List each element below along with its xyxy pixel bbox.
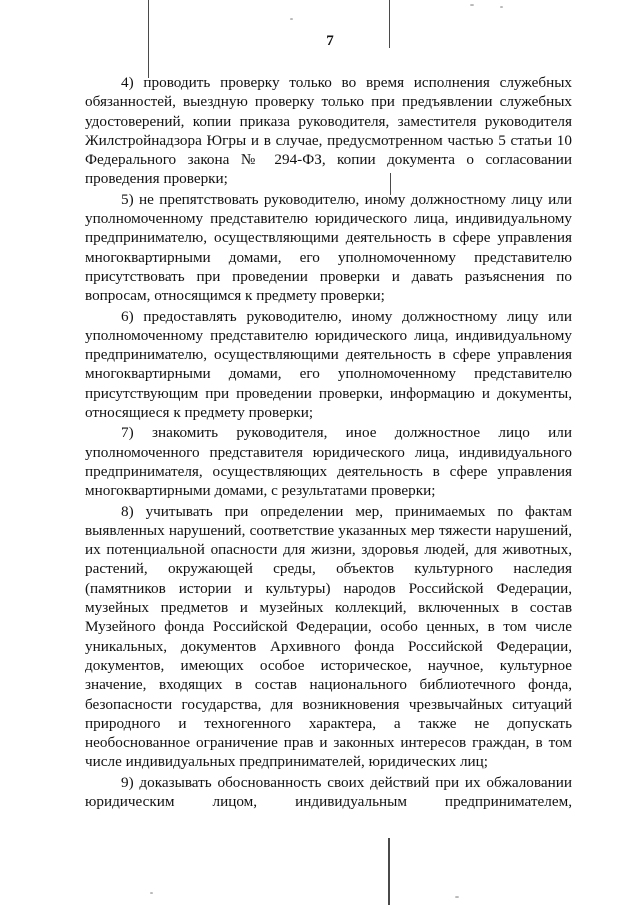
list-item: 9) доказывать обоснованность своих действий при их обжаловании юридическим лицом, индивидуальным предпринимателем, — [85, 773, 572, 810]
scan-speck — [150, 892, 153, 894]
list-item: 5) не препятствовать руководителю, иному должностному лицу или уполномоченному представителю юридического лица, индивидуальному предпринимателю, осуществляющими деятельность в сфере управления многоквартирными домами, его уполномоченному представителю присутствовать при проведении проверки и давать разъяснения по вопросам, относящимся к предмету проверки; — [85, 190, 572, 305]
list-item: 8) учитывать при определении мер, принимаемых по фактам выявленных нарушений, соответствие указанных мер тяжести нарушений, их потенциальной опасности для жизни, здоровья людей, для животных, растений, окружающей среды, объектов культурного наследия (памятников истории и культуры) народов Российской Федерации, музейных предметов и музейных коллекций, включенных в состав Музейного фонда Российской Федерации, особо ценных, в том числе уникальных, документов Архивного фонда Российской Федерации, документов, имеющих особое историческое, научное, культурное значение, входящих в состав национального библиотечного фонда, безопасности государства, для возникновения чрезвычайных ситуаций природного и техногенного характера, а также не допускать необоснованное ограничение прав и законных интересов граждан, в том числе индивидуальных предпринимателей, юридических лиц; — [85, 502, 572, 771]
scan-speck — [455, 896, 459, 898]
document-body — [85, 73, 572, 812]
scan-speck — [290, 18, 293, 20]
list-item: 6) предоставлять руководителю, иному должностному лицу или уполномоченному представителю юридического лица, индивидуальному предпринимателю, осуществляющими деятельность в сфере управления многоквартирными домами, его уполномоченному представителю присутствующим при проведении проверки, информацию и документы, относящиеся к предмету проверки; — [85, 307, 572, 422]
scan-speck — [500, 6, 503, 8]
scan-artifact-line-bottom — [388, 838, 390, 905]
scan-speck — [470, 4, 474, 6]
page-number: 7 — [326, 33, 334, 49]
list-item: 7) знакомить руководителя, иное должностное лицо или уполномоченного представителя юридического лица, индивидуального предпринимателя, осуществляющих деятельность в сфере управления многоквартирными домами, с результатами проверки; — [85, 424, 572, 500]
list-item: 4) проводить проверку только во время исполнения служебных обязанностей, выездную проверку только при предъявлении служебных удостоверений, копии приказа руководителя, заместителя руководителя Жилстройнадзора Югры и в случае, предусмотренном частью 5 статьи 10 Федерального закона № 294-ФЗ, копии документа о согласовании проведения проверки; — [85, 74, 572, 188]
